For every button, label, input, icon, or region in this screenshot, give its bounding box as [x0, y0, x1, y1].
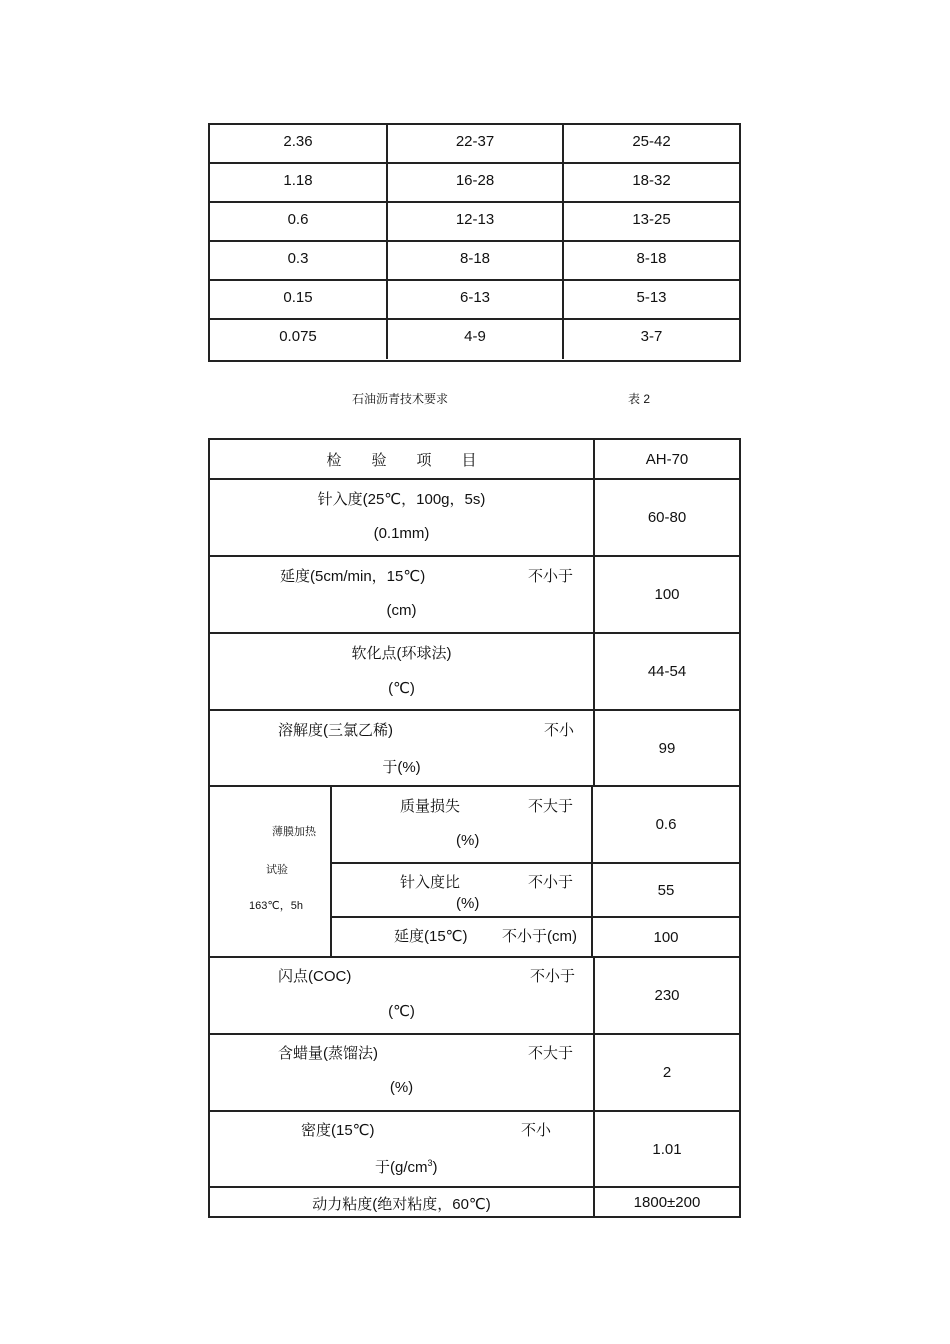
row-label: 闪点(COC) [278, 968, 352, 985]
row-value: 60-80 [593, 480, 739, 555]
tfot-label-2: 试验 [266, 864, 288, 876]
table-row [210, 125, 739, 164]
table-cell: 2.36 [283, 133, 313, 150]
table-row [210, 557, 739, 634]
table-cell: 4-9 [386, 320, 562, 359]
row-value: 99 [593, 711, 739, 785]
table-cell: 25-42 [562, 125, 739, 162]
table-cell: 13-25 [562, 203, 739, 240]
table-row [210, 203, 739, 242]
table-row [210, 281, 739, 320]
table-cell: 0.075 [279, 328, 317, 345]
table-caption-title: 石油沥青技术要求 [352, 392, 449, 406]
table-cell: 18-32 [562, 164, 739, 201]
table-row [210, 1188, 739, 1216]
row-value: 2 [593, 1035, 739, 1110]
table-row [210, 480, 739, 557]
row-label-unit: (cm) [386, 602, 417, 619]
row-label: 软化点(环球法) [351, 645, 452, 662]
row-limit: 不小于 [530, 968, 576, 985]
table-cell: 0.15 [283, 289, 313, 306]
row-value: 100 [591, 918, 739, 956]
table-row [332, 864, 739, 918]
row-label-unit: (℃) [388, 680, 415, 697]
tfot-label-1: 薄膜加热 [272, 826, 316, 838]
tfot-group [210, 787, 739, 958]
row-value: 0.6 [591, 787, 739, 862]
table-row [210, 1112, 739, 1188]
table-cell: 0.6 [287, 211, 309, 228]
table-row [210, 164, 739, 203]
row-limit: 不小于(cm) [502, 928, 577, 945]
row-label: 延度(15℃) [394, 928, 468, 945]
table-cell: 12-13 [386, 203, 562, 240]
table-cell: 8-18 [562, 242, 739, 279]
table-cell: 1.18 [283, 172, 313, 189]
row-label-unit: (℃) [388, 1003, 415, 1020]
table-cell: 3-7 [562, 320, 739, 359]
table-row [210, 242, 739, 281]
row-label: 密度(15℃) [301, 1122, 375, 1139]
row-limit: 不小 [544, 722, 575, 739]
row-limit: 不大于 [528, 1045, 574, 1062]
row-limit: 不大于 [528, 798, 574, 815]
table-row [332, 787, 739, 864]
table-row [210, 634, 739, 711]
row-label-unit: (%) [456, 832, 480, 849]
row-value: 100 [593, 557, 739, 632]
table-caption-label: 表 2 [628, 392, 651, 406]
row-label: 延度(5cm/min，15℃) [280, 568, 426, 585]
header-grade: AH-70 [593, 440, 739, 478]
row-label: 质量损失 [400, 798, 461, 815]
tfot-group-label [210, 787, 332, 956]
header-item: 检 验 项 目 [326, 452, 477, 469]
row-limit: 不小于 [528, 568, 574, 585]
table-cell: 8-18 [386, 242, 562, 279]
row-label-unit: 于$(g/cm^3)$ [375, 1158, 438, 1176]
row-label-unit: (%) [456, 895, 480, 912]
table-cell: 5-13 [562, 281, 739, 318]
table-cell: 0.3 [287, 250, 309, 267]
tfot-label-3: 163℃，5h [249, 900, 303, 912]
row-limit: 不小 [521, 1122, 552, 1139]
table-row [210, 958, 739, 1035]
row-limit: 不小于 [528, 874, 574, 891]
row-value: 1800±200 [593, 1188, 739, 1216]
table-cell: 6-13 [386, 281, 562, 318]
sieve-table [208, 123, 741, 362]
row-value: 44-54 [593, 634, 739, 709]
table-row [210, 1035, 739, 1112]
row-value: 230 [593, 958, 739, 1033]
row-value: 55 [591, 864, 739, 916]
row-label: 含蜡量(蒸馏法) [278, 1045, 378, 1062]
row-value: 1.01 [593, 1112, 739, 1186]
table-row [210, 711, 739, 787]
table-row [210, 320, 739, 359]
table-cell: 16-28 [386, 164, 562, 201]
row-label: 针入度(25℃，100g，5s) [317, 491, 486, 508]
row-label: 针入度比 [400, 874, 461, 891]
asphalt-requirements-table [208, 438, 741, 1218]
row-label-unit: (%) [389, 1079, 414, 1096]
table-row [332, 918, 739, 956]
row-label-unit: (0.1mm) [373, 525, 430, 542]
table-cell: 22-37 [386, 125, 562, 162]
row-label: 溶解度(三氯乙稀) [278, 722, 393, 739]
row-label-unit: 于(%) [382, 759, 421, 776]
row-label: 动力粘度(绝对粘度，60℃) [312, 1196, 491, 1213]
header-row [210, 440, 739, 480]
